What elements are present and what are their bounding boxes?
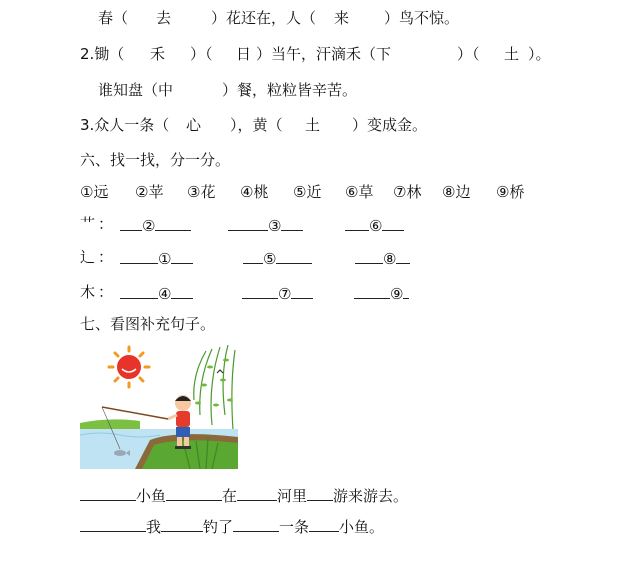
section6-title: 六、找一找，分一分。 xyxy=(80,151,231,169)
poem1-mid: ）花还在，人（ xyxy=(211,9,317,27)
poem2-paren-2: ）（ xyxy=(457,45,480,63)
poem1-answer-2: 来 xyxy=(334,9,350,27)
group-answer: ⑤ xyxy=(263,250,277,268)
sentence-2 xyxy=(80,515,384,537)
group-answer: ⑥ xyxy=(369,217,383,235)
group-answer: ⑦ xyxy=(278,285,292,303)
char-item: ①远 xyxy=(80,183,109,201)
poem2-answer-1: 禾 xyxy=(150,45,166,63)
poem1-open: 春（ xyxy=(98,9,129,27)
sentence2-caught: 钓了 xyxy=(203,518,234,536)
char-item: ③花 xyxy=(187,183,216,201)
group-colon: ： xyxy=(98,248,114,266)
poem3-mid: ），黄（ xyxy=(230,116,283,134)
radical-grass: 艹 xyxy=(80,215,96,233)
group-answer: ④ xyxy=(158,285,172,303)
poem2-answer-3: 土 xyxy=(504,45,520,63)
group-answer: ⑨ xyxy=(390,285,404,303)
sentence1-river: 河里 xyxy=(277,487,308,505)
poem2-end: ）。 xyxy=(528,45,551,63)
poem2b-end: ）餐，粒粒皆辛苦。 xyxy=(222,81,358,99)
sentence-1 xyxy=(80,484,408,506)
poem3-answer-2: 土 xyxy=(305,116,321,134)
char-item: ⑨桥 xyxy=(496,183,525,201)
poem2-open: 2.锄（ xyxy=(80,45,125,63)
group-answer: ① xyxy=(158,250,172,268)
boy-fishing-illustration xyxy=(80,345,238,469)
radical-wood: 木 xyxy=(80,283,96,301)
group-colon: ： xyxy=(98,283,114,301)
char-item: ④桃 xyxy=(240,183,269,201)
group-answer: ⑧ xyxy=(383,250,397,268)
sentence1-end: 游来游去。 xyxy=(333,487,409,505)
group-answer: ② xyxy=(142,217,156,235)
sentence1-at: 在 xyxy=(222,487,238,505)
group-colon: ： xyxy=(98,215,114,233)
char-item: ⑧边 xyxy=(442,183,471,201)
section7-title: 七、看图补充句子。 xyxy=(80,315,216,333)
sentence2-one: 一条 xyxy=(279,518,310,536)
char-item: ⑤近 xyxy=(293,183,322,201)
char-item: ②苹 xyxy=(135,183,164,201)
char-item: ⑥草 xyxy=(345,183,374,201)
poem1-answer-1: 去 xyxy=(156,9,172,27)
char-item: ⑦林 xyxy=(393,183,422,201)
sentence2-end: 小鱼。 xyxy=(339,518,385,536)
radical-walk: 辶 xyxy=(80,248,96,266)
poem3-answer-1: 心 xyxy=(186,116,202,134)
sentence1-fish: 小鱼 xyxy=(136,487,167,505)
poem2-paren: ）（ xyxy=(190,45,213,63)
poem2-mid: ）当午，汗滴禾（下 xyxy=(256,45,392,63)
sentence2-i: 我 xyxy=(146,518,162,536)
poem1-end: ）鸟不惊。 xyxy=(384,9,460,27)
poem3-open: 3.众人一条（ xyxy=(80,116,170,134)
poem2b-open: 谁知盘（中 xyxy=(98,81,174,99)
poem3-end: ）变成金。 xyxy=(352,116,428,134)
poem2-answer-2: 日 xyxy=(236,45,252,63)
group-answer: ③ xyxy=(268,217,282,235)
